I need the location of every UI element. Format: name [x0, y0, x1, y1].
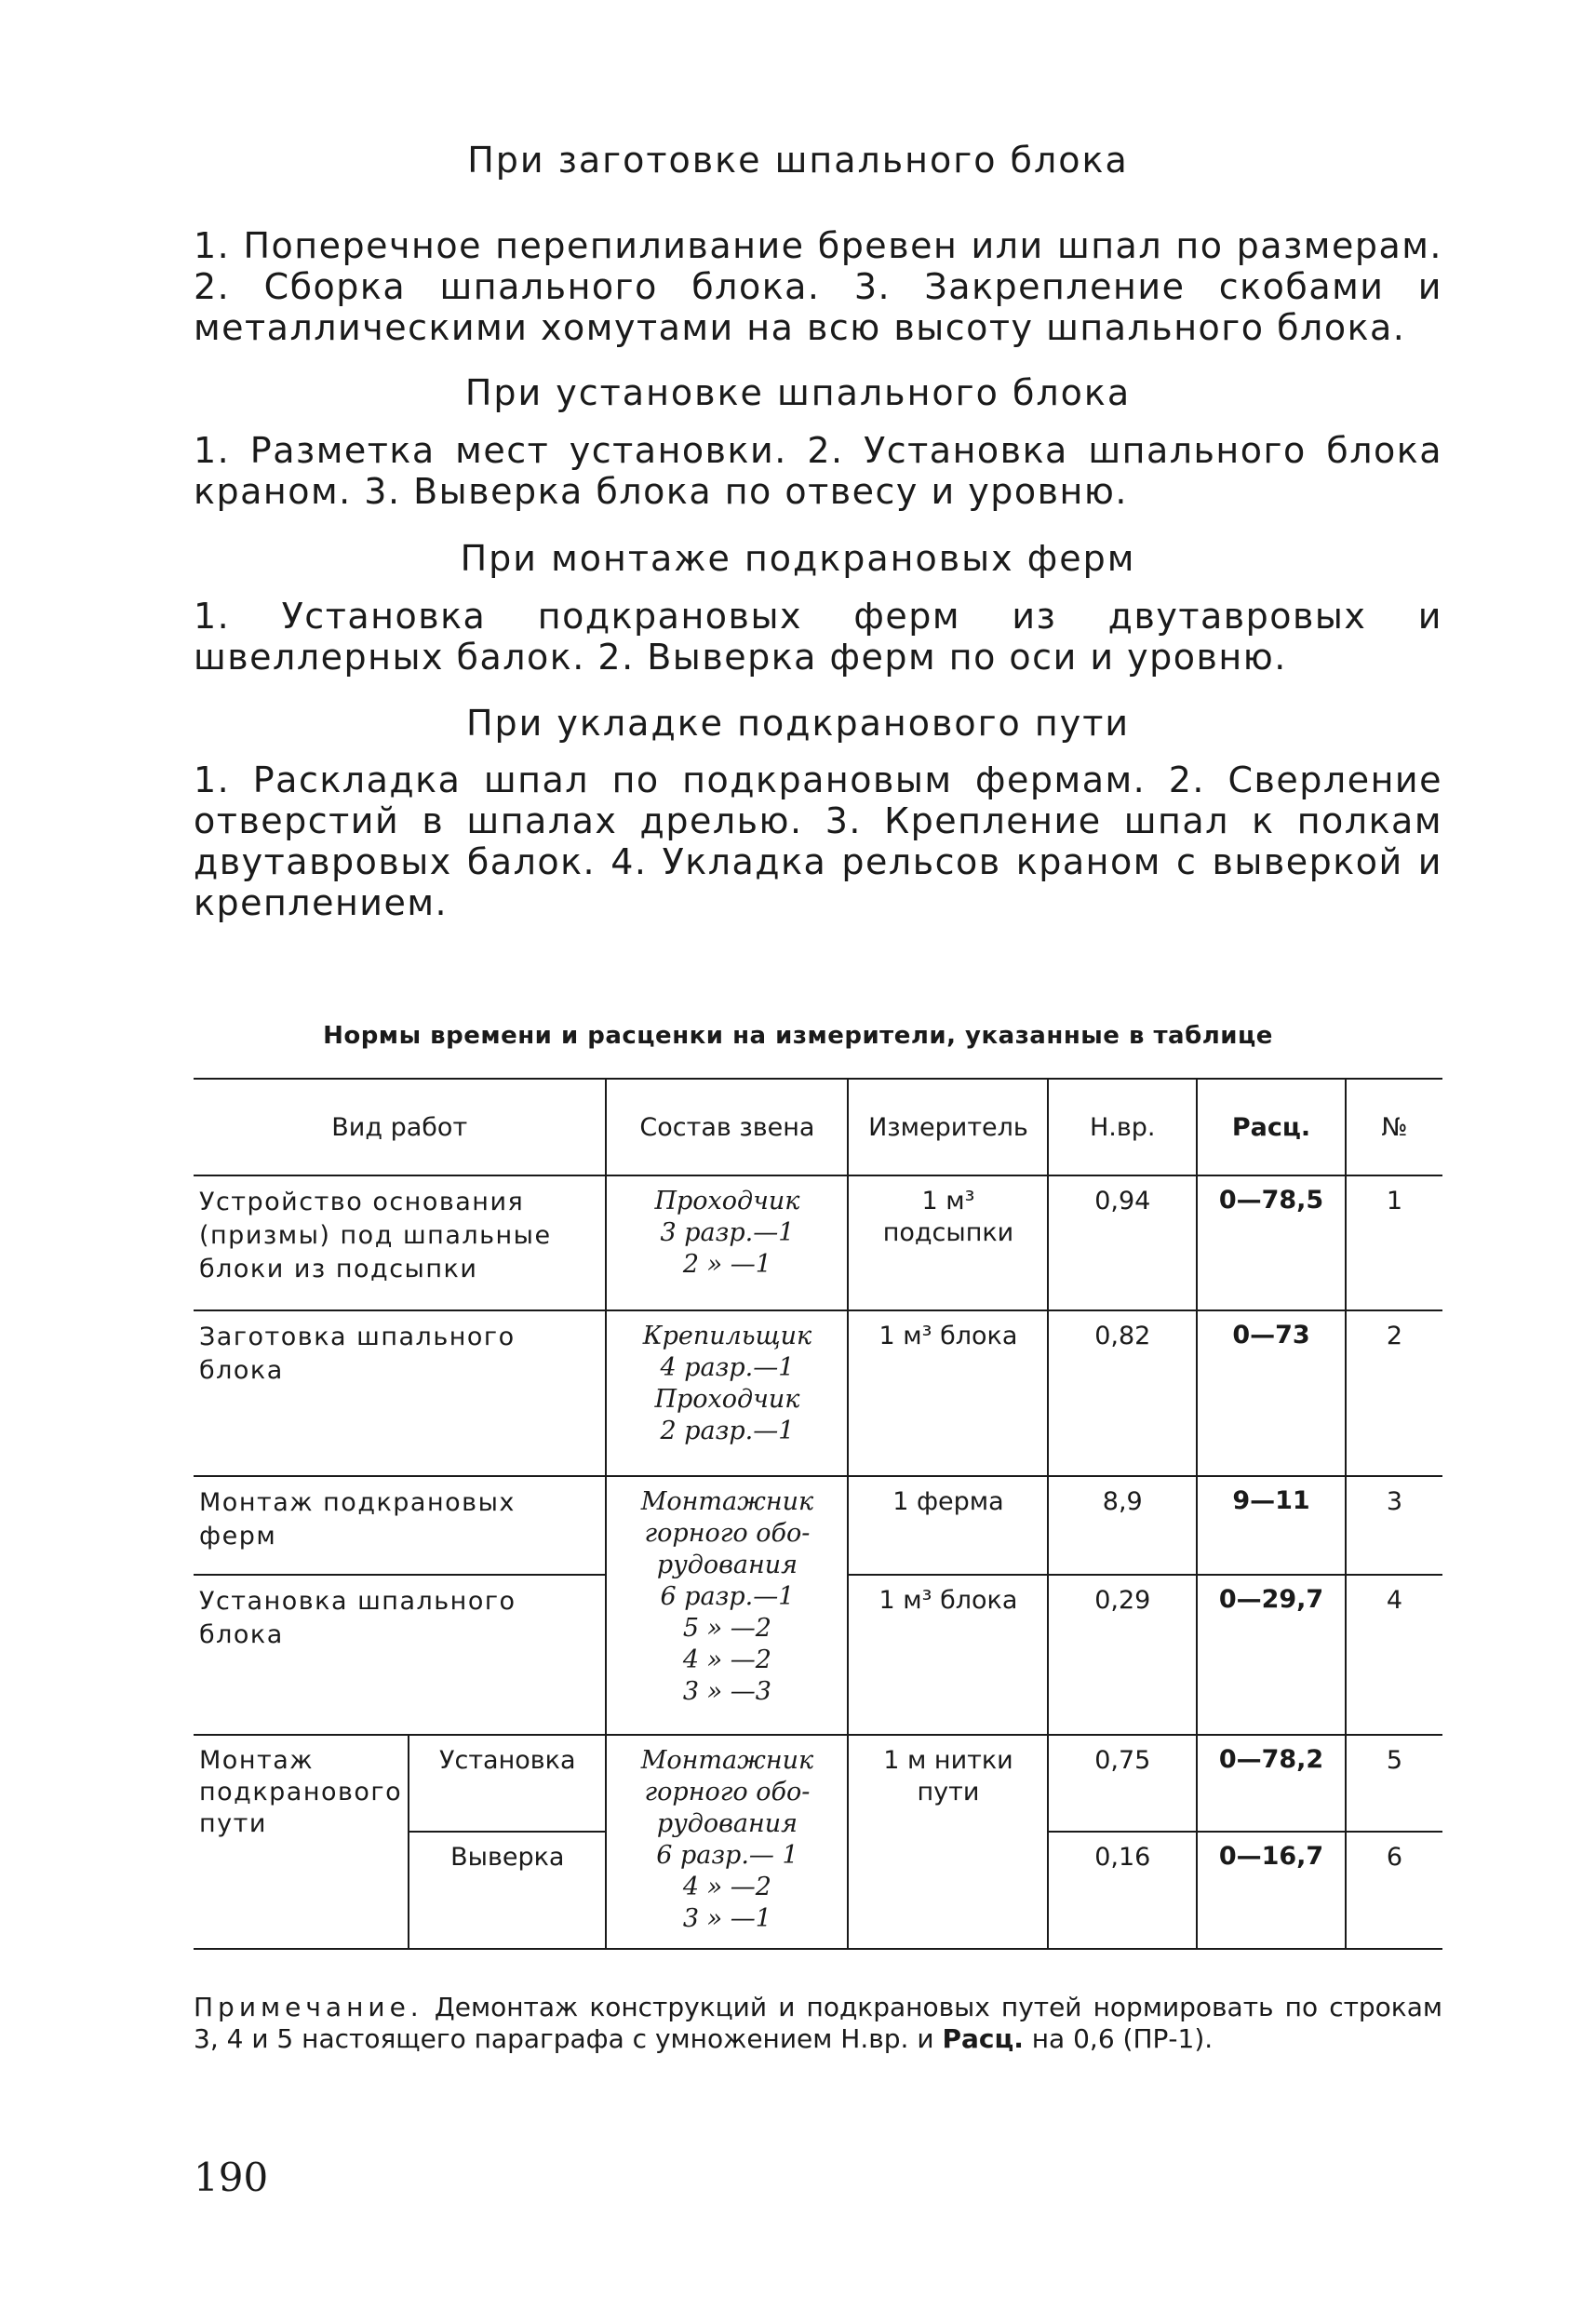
note-lead: Примечание.: [194, 1992, 423, 2022]
section-heading-3: При монтаже подкрановых ферм: [460, 538, 1136, 579]
crew-line: 3 » —3: [682, 1677, 771, 1706]
header-nvr: Н.вр.: [1048, 1079, 1197, 1175]
crew-line: 2 » —1: [682, 1250, 771, 1279]
crew-line: 5 » —2: [682, 1614, 771, 1643]
cell-crew: [606, 1310, 848, 1476]
cell-nvr: 0,82: [1048, 1310, 1197, 1476]
cell-nvr: 8,9: [1048, 1476, 1197, 1575]
cell-rasc: 0—16,7: [1197, 1832, 1346, 1949]
cell-work: Монтаж подкрановых ферм: [194, 1476, 606, 1575]
crew-line: 4 » —2: [682, 1645, 771, 1674]
cell-rasc: 0—29,7: [1197, 1575, 1346, 1735]
cell-rasc: 9—11: [1197, 1476, 1346, 1575]
crew-line: 3 » —1: [682, 1904, 771, 1933]
cell-no: 5: [1346, 1735, 1442, 1832]
header-no: №: [1346, 1079, 1442, 1175]
table-title: Нормы времени и расценки на измерители, указанные в таблице: [323, 1022, 1273, 1050]
section-text-2: 1. Разметка мест установки. 2. Установка шпального блока краном. 3. Выверка блока по отвесу и уровню.: [194, 430, 1442, 512]
header-rasc: Расц.: [1197, 1079, 1346, 1175]
header-work: Вид работ: [194, 1079, 606, 1175]
crew-line: рудования: [656, 1551, 798, 1579]
cell-work: Установка: [409, 1735, 606, 1832]
section-heading-4: При укладке подкранового пути: [465, 703, 1131, 744]
page-number: 190: [194, 2155, 269, 2200]
cell-nvr: 0,16: [1048, 1832, 1197, 1949]
section-heading-2: При установке шпального блока: [464, 372, 1132, 413]
note-tail: на 0,6 (ПР-1).: [1031, 2023, 1214, 2054]
section-heading-1: При заготовке шпального блока: [467, 140, 1129, 181]
crew-line: Проходчик: [654, 1385, 800, 1414]
cell-unit: 1 м³ блока: [848, 1310, 1048, 1476]
cell-work: Заготовка шпального блока: [194, 1310, 606, 1476]
cell-no: 2: [1346, 1310, 1442, 1476]
cell-rasc: 0—73: [1197, 1310, 1346, 1476]
cell-nvr: 0,29: [1048, 1575, 1197, 1735]
cell-crew: [606, 1735, 848, 1949]
crew-line: 4 » —2: [682, 1873, 771, 1901]
crew-line: Проходчик: [654, 1187, 800, 1215]
cell-no: 3: [1346, 1476, 1442, 1575]
cell-work: Установка шпального блока: [194, 1575, 606, 1735]
cell-crew: [606, 1476, 848, 1735]
cell-unit: 1 м³ подсыпки: [848, 1175, 1048, 1310]
cell-rasc: 0—78,5: [1197, 1175, 1346, 1310]
crew-line: горного обо-: [644, 1519, 811, 1548]
crew-line: 6 разр.—1: [660, 1582, 795, 1611]
crew-line: рудования: [656, 1809, 798, 1838]
cell-unit: 1 м³ блока: [848, 1575, 1048, 1735]
crew-line: 2 разр.—1: [660, 1417, 795, 1445]
header-unit: Измеритель: [848, 1079, 1048, 1175]
crew-line: 3 разр.—1: [660, 1218, 795, 1247]
table-row: [194, 1735, 1442, 1832]
table-row: [194, 1310, 1442, 1476]
cell-no: 1: [1346, 1175, 1442, 1310]
note-bold: Расц.: [942, 2023, 1024, 2054]
norms-table: [194, 1078, 1442, 1950]
crew-line: 4 разр.—1: [660, 1353, 795, 1382]
cell-crew: [606, 1175, 848, 1310]
section-text-1: 1. Поперечное перепиливание бревен или шпал по размерам. 2. Сборка шпального блока. 3. Закрепление скобами и металлическими хомутами на всю высоту шпального блока.: [194, 225, 1442, 348]
cell-unit: 1 м нитки пути: [848, 1735, 1048, 1949]
cell-work-group: Монтаж подкранового пути: [194, 1735, 409, 1949]
header-crew: Состав звена: [606, 1079, 848, 1175]
cell-no: 6: [1346, 1832, 1442, 1949]
cell-unit: 1 ферма: [848, 1476, 1048, 1575]
crew-line: 6 разр.— 1: [656, 1841, 798, 1870]
cell-work: Выверка: [409, 1832, 606, 1949]
table-note: [194, 1992, 1442, 2055]
table-row: [194, 1476, 1442, 1575]
section-text-3: 1. Установка подкрановых ферм из двутавровых и швеллерных балок. 2. Выверка ферм по оси и уровню.: [194, 596, 1442, 678]
crew-line: Монтажник: [640, 1487, 814, 1516]
note-text: Демонтаж конструкций и подкрановых путей нормировать по строкам 3, 4 и 5 настоящего параграфа с умножением Н.вр. и: [194, 1992, 1442, 2054]
cell-work: Устройство основания (призмы) под шпальные блоки из подсыпки: [194, 1175, 606, 1310]
cell-rasc: 0—78,2: [1197, 1735, 1346, 1832]
crew-line: Монтажник: [640, 1746, 814, 1775]
cell-no: 4: [1346, 1575, 1442, 1735]
crew-line: Крепильщик: [642, 1322, 812, 1350]
crew-line: горного обо-: [644, 1778, 811, 1806]
section-text-4: 1. Раскладка шпал по подкрановым фермам. 2. Сверление отверстий в шпалах дрелью. 3. Крепление шпал к полкам двутавровых балок. 4. Укладка рельсов краном с выверкой и креплением.: [194, 759, 1442, 923]
cell-nvr: 0,75: [1048, 1735, 1197, 1832]
cell-nvr: 0,94: [1048, 1175, 1197, 1310]
table-row: [194, 1175, 1442, 1310]
